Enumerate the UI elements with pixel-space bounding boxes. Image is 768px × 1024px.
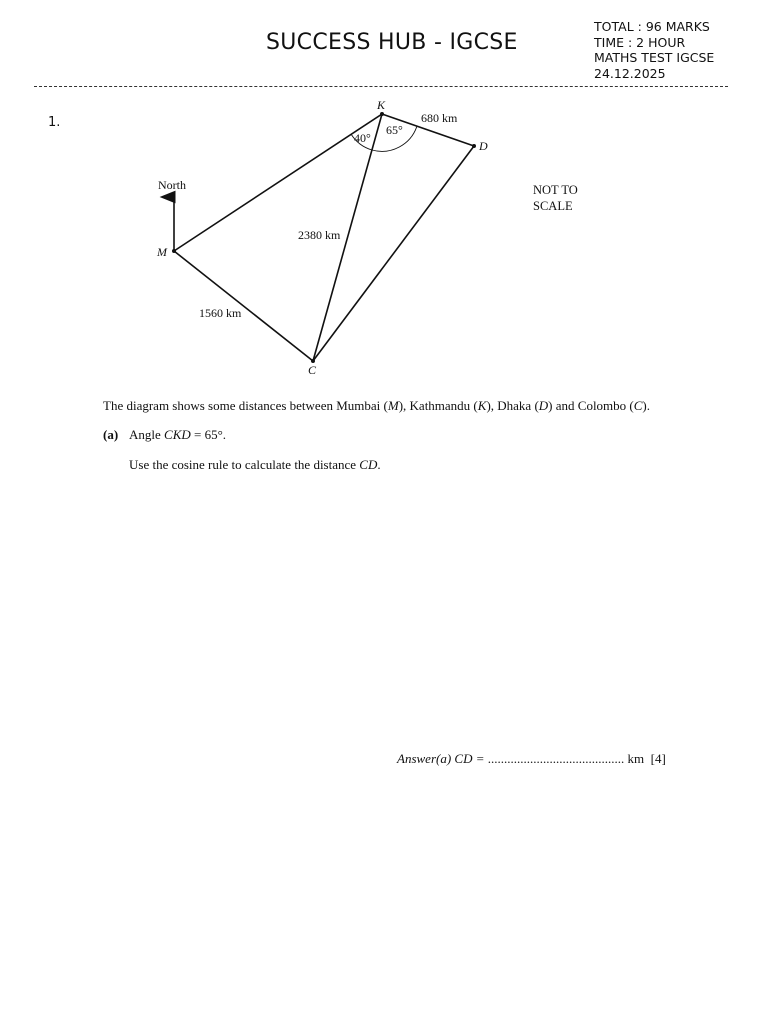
not-to-scale-line2: SCALE <box>533 199 573 213</box>
distance-mc: 1560 km <box>199 306 242 320</box>
part-a-label: (a) <box>103 427 119 442</box>
not-to-scale-line1: NOT TO <box>533 183 578 197</box>
north-label: North <box>158 178 186 192</box>
test-name: MATHS TEST IGCSE <box>594 50 715 65</box>
point-d <box>472 144 476 148</box>
angle-mkc-label: 40° <box>354 131 371 145</box>
distance-kc: 2380 km <box>298 228 341 242</box>
total-marks: TOTAL : 96 MARKS <box>594 19 710 34</box>
segment-mc <box>174 251 313 361</box>
time-allowed: TIME : 2 HOUR <box>594 34 686 50</box>
page-title: SUCCESS HUB - IGCSE <box>266 30 518 55</box>
answer-unit: km <box>627 751 645 766</box>
test-date: 24.12.2025 <box>594 65 666 81</box>
part-a-angle: Angle CKD = 65°. <box>129 427 227 442</box>
marks: [4] <box>650 751 666 766</box>
label-d: D <box>479 139 488 153</box>
answer-line <box>397 751 666 767</box>
label-k: K <box>377 98 386 112</box>
segment-mk <box>174 114 382 251</box>
triangle-diagram <box>0 0 768 400</box>
question-number: 1. <box>48 115 61 130</box>
point-m <box>172 249 176 253</box>
answer-prefix: Answer(a) CD = <box>397 751 488 766</box>
angle-ckd-label: 65° <box>386 123 403 137</box>
distance-kd: 680 km <box>421 111 458 125</box>
segment-dc <box>313 146 474 361</box>
point-k <box>380 112 384 116</box>
answer-blank: .......................................... <box>487 751 625 766</box>
part-a-instruction: Use the cosine rule to calculate the distance CD. <box>129 457 381 472</box>
label-m: M <box>157 245 167 259</box>
question-intro: The diagram shows some distances between Mumbai (M), Kathmandu (K), Dhaka (D) and Colombo (C). <box>103 398 651 413</box>
label-c: C <box>308 363 317 377</box>
